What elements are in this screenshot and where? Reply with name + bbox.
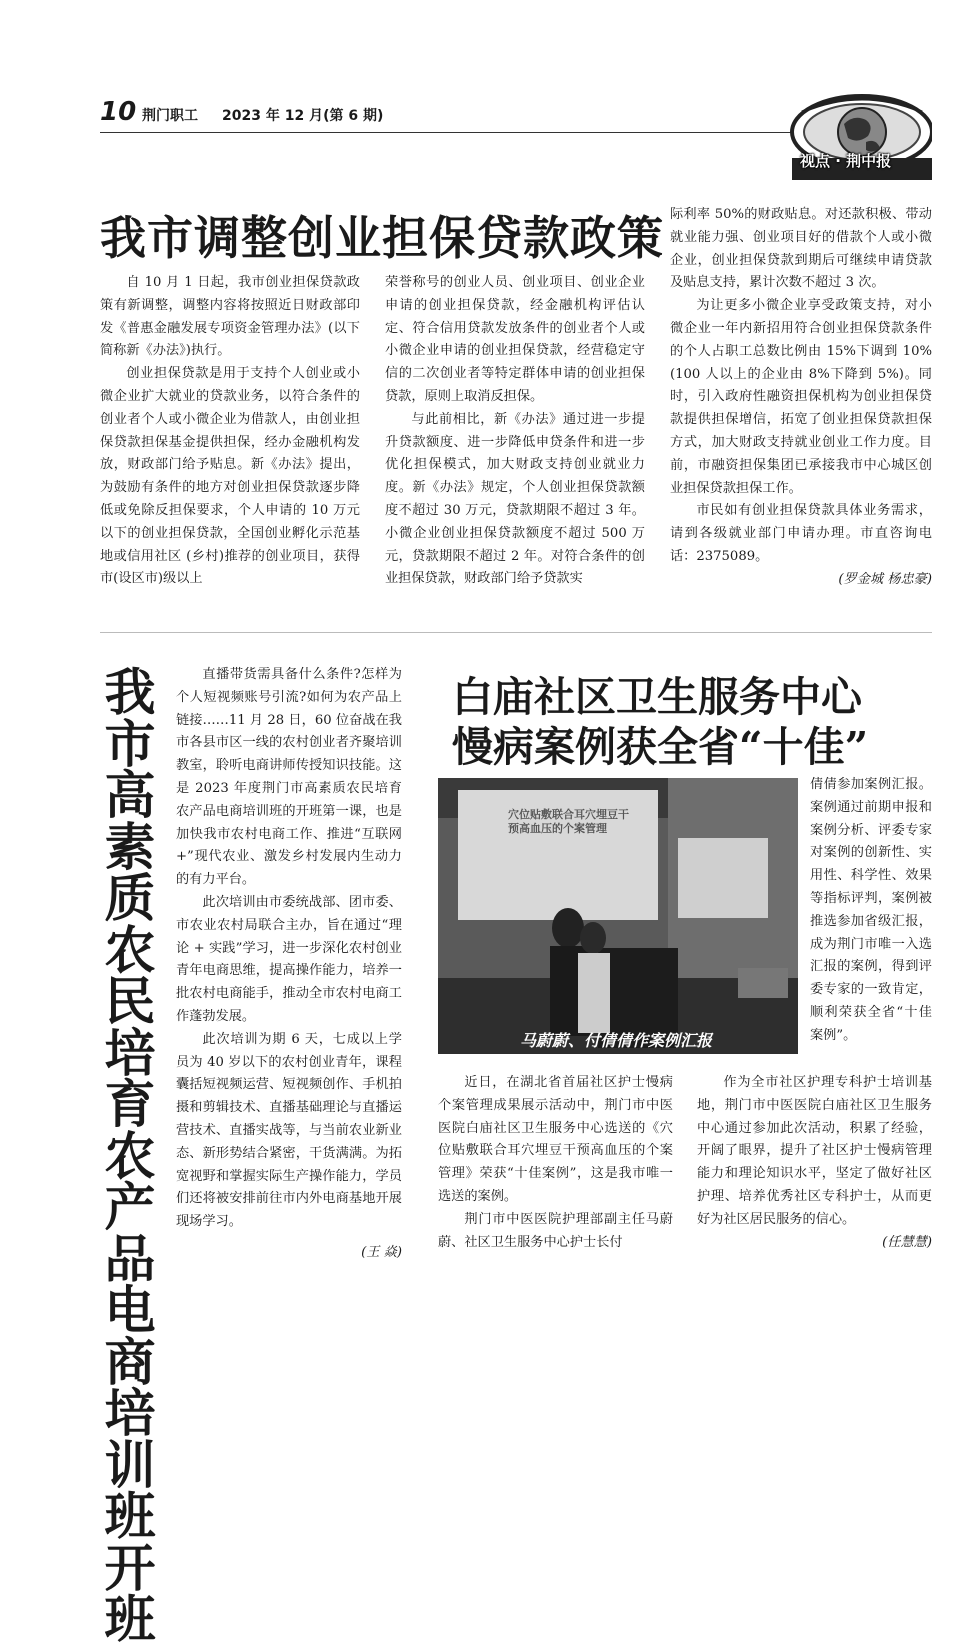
article-3-title-line-1: 白庙社区卫生服务中心 xyxy=(452,673,862,721)
section-divider xyxy=(100,632,932,633)
paragraph: 此次培训为期 6 天，七成以上学员为 40 岁以下的农村创业青年，课程囊括短视频运营、短视频创作、手机拍摄和剪辑技术、直播基础理论与直播运营技术、直播实战等，与当前农业新业态、新形势结合紧密，干货满满。为拓宽视野和掌握实际生产操作能力，学员们还将被安排前往市内外电商基地开展现场学习。 xyxy=(176,1031,402,1230)
article-1-column-1 xyxy=(100,272,360,591)
article-1-byline: (罗金城 杨忠豪) xyxy=(838,571,932,587)
article-3-side-column xyxy=(810,774,932,1048)
article-3-column-left xyxy=(438,1072,673,1254)
article-3-title xyxy=(452,672,868,772)
paragraph: 荆门市中医医院护理部副主任马蔚蔚、社区卫生服务中心护士长付 xyxy=(438,1211,673,1250)
paragraph: 创业担保贷款是用于支持个人创业或小微企业扩大就业的贷款业务，以符合条件的创业者个人或小微企业为借款人，由创业担保贷款担保基金提供担保，经办金融机构发放，财政部门给予贴息。新《办法》提出，为鼓励有条件的地方对创业担保贷款逐步降低或免除反担保要求，个人申请的 10 万元以下的创业担保贷款，全国创业孵化示范基地或信用社区 (乡村)推荐的创业项目，获得市(设区市)级以上 xyxy=(100,366,360,587)
event-photo xyxy=(438,778,798,1054)
page-number: 10 xyxy=(100,97,137,127)
photo-caption: 马蔚蔚、付倩倩作案例汇报 xyxy=(520,1031,713,1050)
paragraph: 市民如有创业担保贷款具体业务需求，请到各级就业部门申请办理。市直咨询电话：2375089。 xyxy=(670,503,932,564)
paragraph: 此次培训由市委统战部、团市委、市农业农村局联合主办，旨在通过“理论 + 实践”学习，进一步深化农村创业青年电商思维，提高操作能力，培养一批农村电商能手，推动全市农村电商工作蓬勃发展。 xyxy=(176,894,402,1024)
paragraph: 直播带货需具备什么条件?怎样为个人短视频账号引流?如何为农产品上链接……11 月 28 日，60 位奋战在我市各县市区一线的农村创业者齐聚培训教室，聆听电商讲师传授知识技能。这是 2023 年度荆门市高素质农民培育农产品电商培训班的开班第一课，也是加快我市农村电商工作、推进“互联网 +”现代农业、激发乡村发展内生动力的有力平台。 xyxy=(176,667,402,888)
paragraph: 际利率 50%的财政贴息。对还款积极、带动就业能力强、创业项目好的借款个人或小微企业，创业担保贷款到期后可继续申请贷款及贴息支持，累计次数不超过 3 次。 xyxy=(670,207,932,291)
article-2-byline: (王 焱) xyxy=(361,1244,402,1260)
paragraph: 与此前相比，新《办法》通过进一步提升贷款额度、进一步降低申贷条件和进一步优化担保模式，加大财政支持创业就业力度。新《办法》规定，个人创业担保贷款额度不超过 30 万元，贷款期限不超过 3 年。小微企业创业担保贷款额度不超过 500 万元，贷款期限不超过 2 年。对符合条件的创业担保贷款，财政部门给予贷款实 xyxy=(385,411,645,587)
article-2-vertical-title: 我市高素质农民培育农产品电商培训班开班 xyxy=(104,663,156,1650)
paragraph: 自 10 月 1 日起，我市创业担保贷款政策有新调整，调整内容将按照近日财政部印发《普惠金融发展专项资金管理办法》(以下简称新《办法》)执行。 xyxy=(100,275,360,359)
article-3-title-line-2: 慢病案例获全省“十佳” xyxy=(452,723,869,771)
paragraph: 荣誉称号的创业人员、创业项目、创业企业申请的创业担保贷款，经金融机构评估认定、符合信用贷款发放条件的创业者个人或小微企业申请的创业担保贷款，经营稳定守信的二次创业者等特定群体申请的创业担保贷款，原则上取消反担保。 xyxy=(385,275,645,404)
header-rule xyxy=(100,132,800,133)
publication-name: 荆门职工 xyxy=(142,108,198,124)
article-1-column-3 xyxy=(670,204,932,592)
paragraph: 作为全市社区护理专科护士培训基地，荆门市中医医院白庙社区卫生服务中心通过参加此次活动，积累了经验，开阔了眼界，提升了社区护士慢病管理能力和理论知识水平，坚定了做好社区护理、培养优秀社区专科护士，从而更好为社区居民服务的信心。 xyxy=(697,1075,932,1227)
paragraph: 近日，在湖北省首届社区护士慢病个案管理成果展示活动中，荆门市中医医院白庙社区卫生服务中心选送的《穴位贴敷联合耳穴埋豆干预高血压的个案管理》荣获“十佳案例”，这是我市唯一选送的案例。 xyxy=(438,1075,673,1204)
article-2-body xyxy=(176,664,402,1265)
issue-date: 2023 年 12 月(第 6 期) xyxy=(222,108,384,124)
paragraph: 倩倩参加案例汇报。案例通过前期申报和案例分析、评委专家对案例的创新性、实用性、科学性、效果等指标评判，案例被推选参加省级汇报，成为荆门市唯一入选汇报的案例，得到评委专家的一致肯定，顺利荣获全省“十佳案例”。 xyxy=(810,777,932,1043)
article-1-title: 我市调整创业担保贷款政策 xyxy=(100,211,664,265)
article-1-column-2 xyxy=(385,272,645,591)
logo-caption: 视点 · 荆中报 xyxy=(800,152,892,170)
article-3-byline: (任慧慧) xyxy=(882,1234,932,1250)
presentation-screen-text: 穴位贴敷联合耳穴埋豆干预高血压的个案管理 xyxy=(508,808,629,835)
article-3-column-right xyxy=(697,1072,932,1254)
paragraph: 为让更多小微企业享受政策支持，对小微企业一年内新招用符合创业担保贷款条件的个人占职工总数比例由 15%下调到 10%(100 人以上的企业由 8%下降到 5%)。同时，引入政府性融资担保机构为创业担保贷款提供担保增信，拓宽了创业担保贷款担保方式，加大财政支持就业创业工作力度。目前，市融资担保集团已承接我市中心城区创业担保贷款担保工作。 xyxy=(670,298,932,496)
